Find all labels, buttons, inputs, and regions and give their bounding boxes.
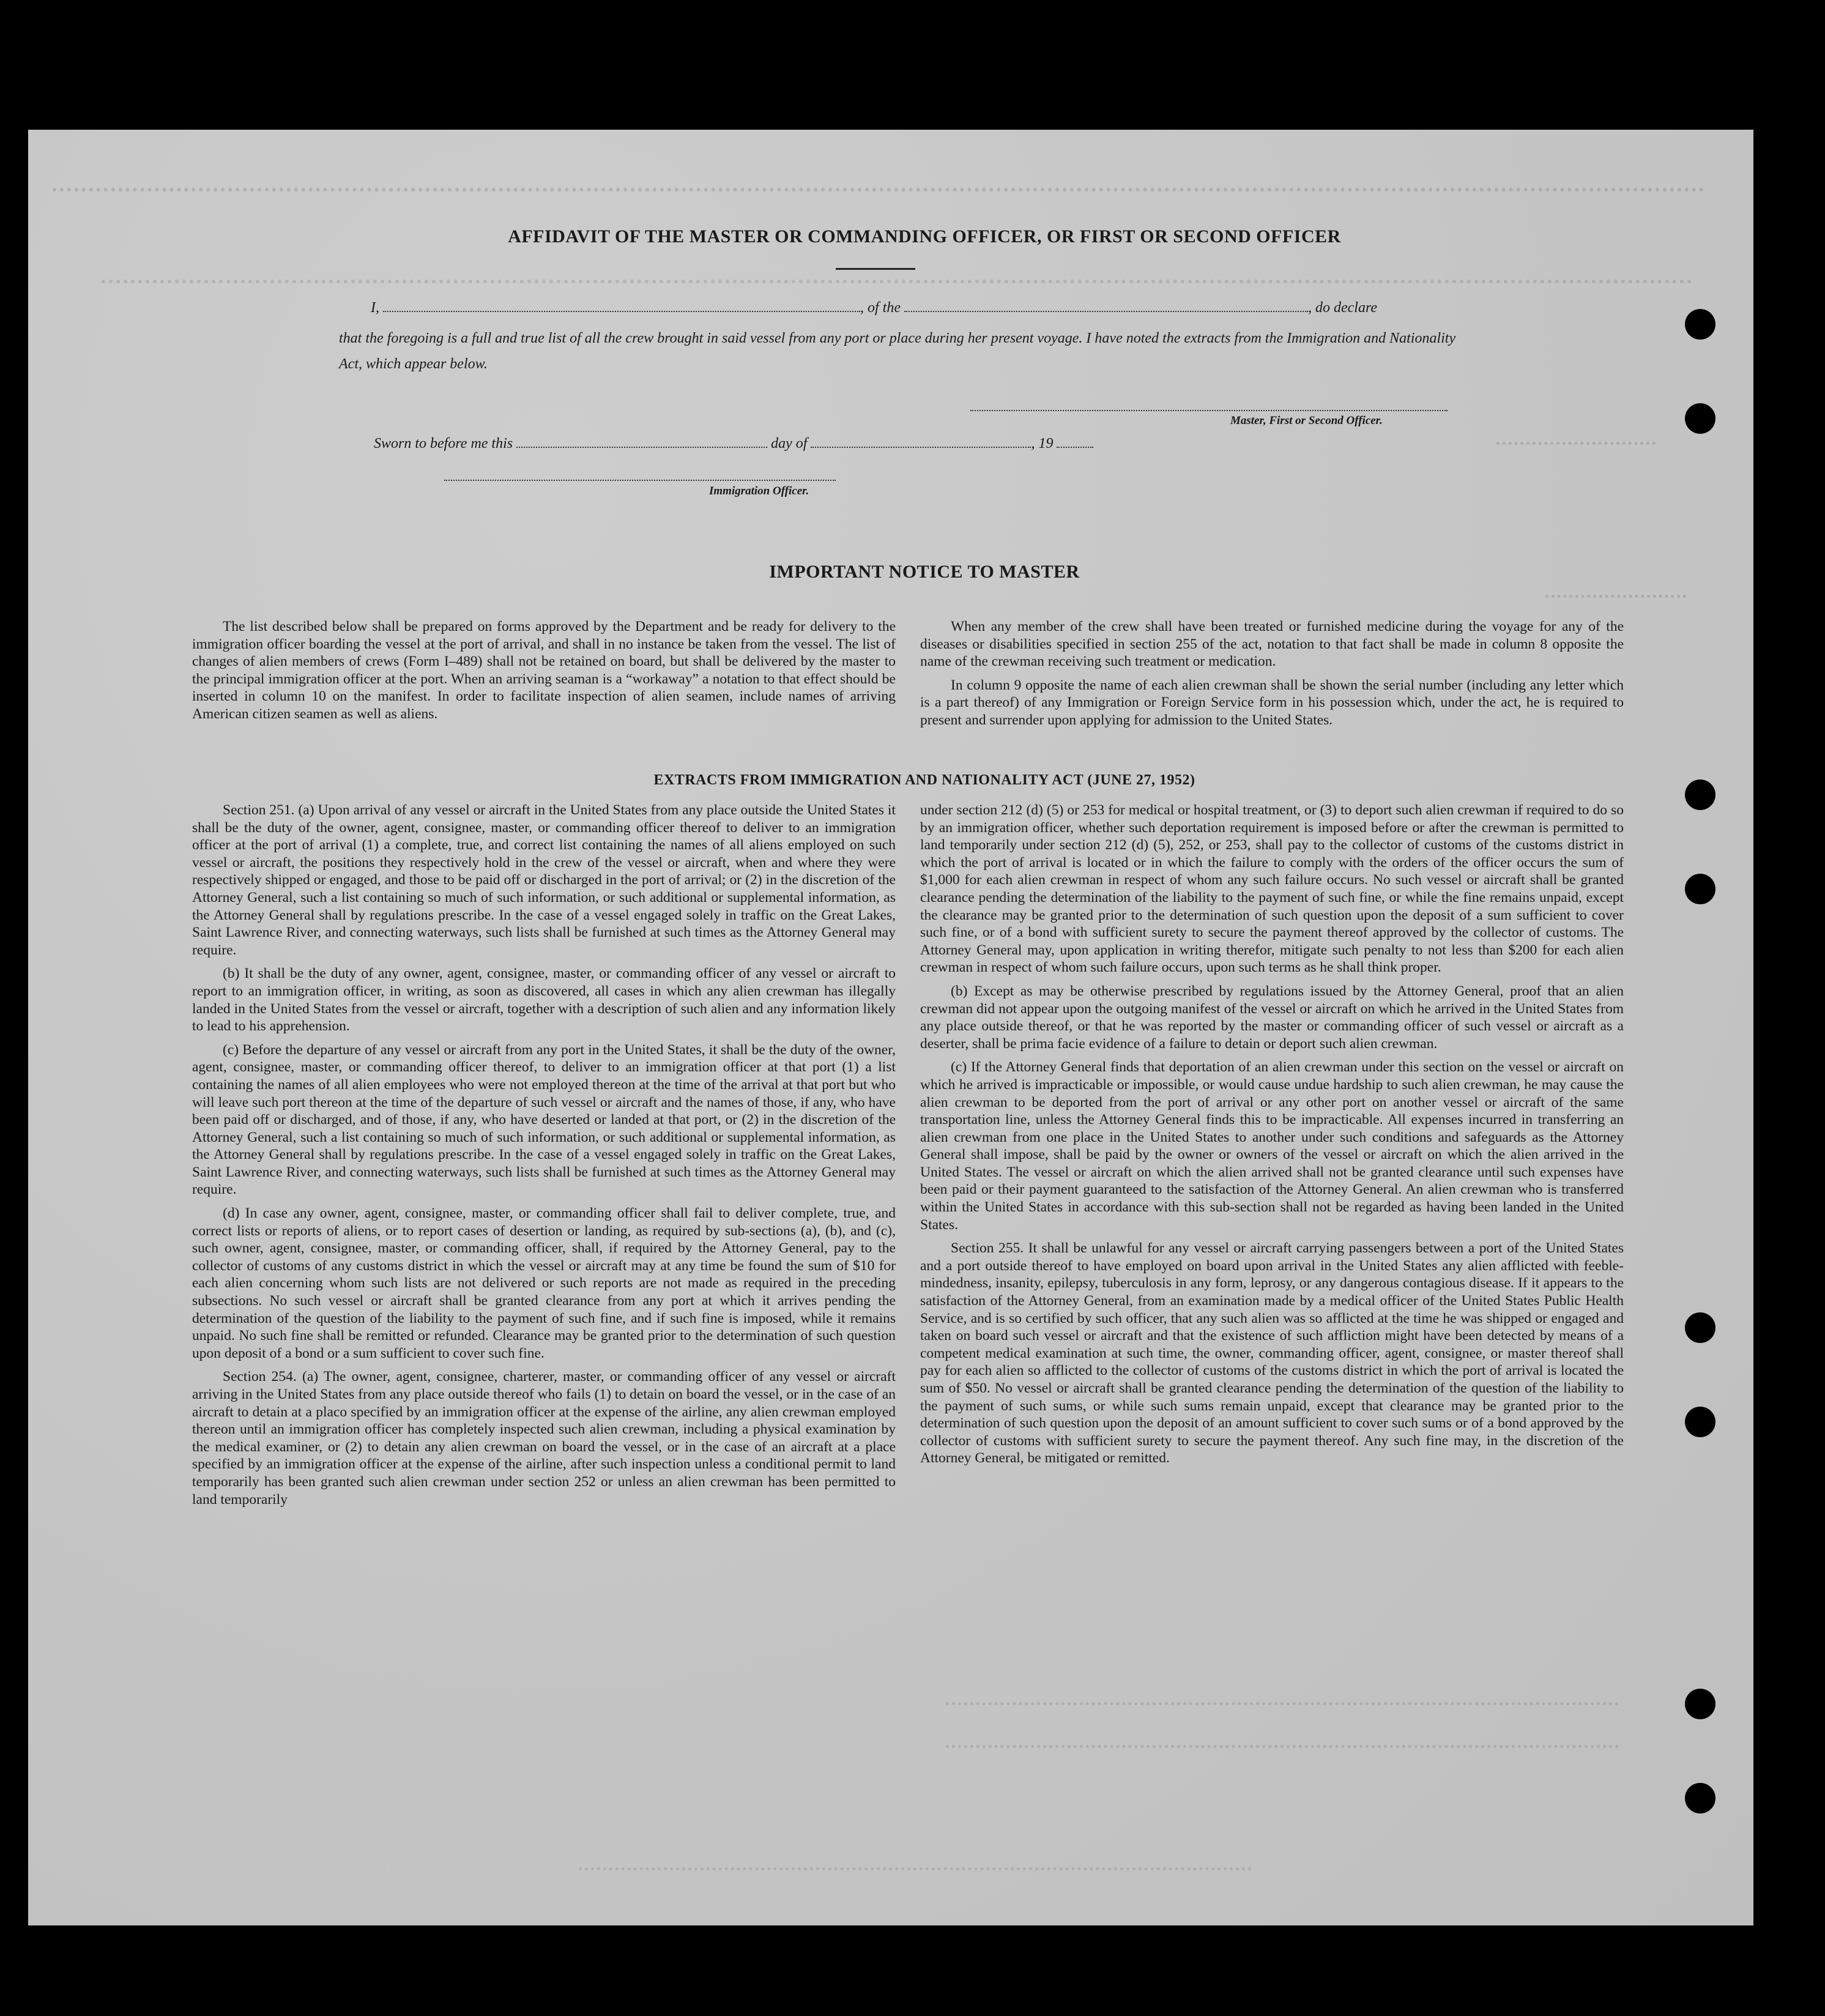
notice-left-column — [192, 618, 896, 729]
notice-title: IMPORTANT NOTICE TO MASTER — [769, 562, 1080, 582]
sworn-day-field[interactable] — [516, 436, 767, 448]
affidavit-statement: that the foregoing is a full and true list of all the crew brought in said vessel from any port or place during her present voyage. I have noted the extracts from the Immigration and Nationality Act, which appear below. — [339, 330, 1456, 372]
master-caption: Master, First or Second Officer. — [1230, 414, 1383, 427]
of-the-label: , of the — [860, 300, 901, 316]
punch-hole — [1685, 403, 1715, 434]
extracts-left-column — [192, 802, 896, 1514]
vessel-field[interactable] — [904, 300, 1308, 312]
notice-right-column — [920, 618, 1624, 735]
punch-hole — [1685, 1312, 1715, 1343]
section-254c: (c) If the Attorney General finds that deportation of an alien crewman under this section on the vessel or aircraft on which he arrived is impracticable or impossible, or would cause undue hardship to such alien crewman, he may cause the alien crewman to be deported from the port of arrival or any other port on another vessel or aircraft of the same transportation line, unless the Attorney General finds this to be impracticable. All expenses incurred in transferring an alien crewman from one place in the United States to another under such conditions and safeguards as the Attorney General shall impose, shall be paid by the owner or owners of the vessel or aircraft on which the alien arrived in the United States. The vessel or aircraft on which the alien arrived shall not be granted clearance until such expenses have been paid or their payment guaranteed to the satisfaction of the Attorney General. An alien crewman who is transferred within the United States in accordance with this sub-section shall not be regarded as having been landed in the United States. — [920, 1059, 1624, 1233]
punch-hole — [1685, 1783, 1715, 1813]
section-251c: (c) Before the departure of any vessel or aircraft from any port in the United States, it shall be the duty of the owner, agent, consignee, master, or commanding officer thereof, to deliver to an immigration officer at that port (1) a list containing the names of all alien employees who were not employed thereon at the time of the arrival at that port but who will leave such port thereon at the time of the departure of such vessel or aircraft and the names of those, if any, who have been paid off or discharged, and of those, if any, who have deserted or landed at that port, or (2) in the discretion of the Attorney General, such a list containing so much of such information, or such additional or supplemental information, as the Attorney General shall by regulations prescribe. In the case of a vessel engaged solely in traffic on the Great Lakes, Saint Lawrence River, and connecting waterways, such lists shall be furnished at such times as the Attorney General may require. — [192, 1041, 896, 1198]
sworn-year-field[interactable] — [1057, 436, 1093, 448]
section-254b: (b) Except as may be otherwise prescribed by regulations issued by the Attorney General, proof that an alien crewman did not appear upon the outgoing manifest of the vessel or aircraft on which he arrived in the United States from any place outside thereof, or that he was reported by the master or commanding officer of such vessel or aircraft as a deserter, shall be prima facie evidence of a failure to detain or deport such alien crewman. — [920, 983, 1624, 1052]
affidavit-declaration-line — [371, 300, 1478, 316]
section-255: Section 255. It shall be unlawful for any vessel or aircraft carrying passengers between a port of the United States and a port outside thereof to have employed on board upon arrival in the United States any alien afflicted with feeble-mindedness, insanity, epilepsy, tuberculosis in any form, leprosy, or any dangerous contagious disease. If it appears to the satisfaction of the Attorney General, from an examination made by a medical officer of the United States Public Health Service, and is so certified by such officer, that any such alien was so afflicted at the time he was shipped or engaged and taken on board such vessel or aircraft and that the existence of such affliction might have been detected by means of a competent medical examination at such time, the owner, commanding officer, agent, consignee, or master thereof shall pay for each alien so afflicted to the collector of customs of the customs district in which the port of arrival is located the sum of $50. No vessel or aircraft shall be granted clearance pending the determination of the question of the liability to the payment of such sums, or while such sums remain unpaid, except that clearance may be granted prior to the determination of such question upon the deposit of an amount sufficient to cover such sums or of a bond approved by the collector of customs with sufficient surety to secure the payment thereof. Any such fine may, in the discretion of the Attorney General, be mitigated or remitted. — [920, 1240, 1624, 1467]
punch-hole — [1685, 309, 1715, 340]
affidavit-title: AFFIDAVIT OF THE MASTER OR COMMANDING OFFICER, OR FIRST OR SECOND OFFICER — [508, 226, 1341, 247]
notice-left-paragraph: The list described below shall be prepared on forms approved by the Department and be ready for delivery to the immigration officer boarding the vessel at the port of arrival, and shall in no instance be taken from the vessel. The list of changes of alien members of crews (Form I–489) shall not be retained on board, but shall be delivered by the master to the principal immigration officer at the port. When an arriving seaman is a “workaway” a notation to that effect should be inserted in column 10 on the manifest. In order to facilitate inspection of alien seamen, include names of arriving American citizen seamen as well as aliens. — [192, 619, 896, 722]
extracts-right-column — [920, 802, 1624, 1473]
master-signature-line[interactable] — [970, 409, 1448, 411]
sworn-line — [374, 436, 1230, 452]
punch-hole — [1685, 1689, 1715, 1719]
year-label: , 19 — [1031, 436, 1054, 452]
sworn-label: Sworn to before me this — [374, 436, 513, 452]
immigration-officer-signature-line[interactable] — [444, 478, 836, 481]
section-251d: (d) In case any owner, agent, consignee, master, or commanding officer shall fail to deliver complete, true, and correct lists or reports of aliens, or to report cases of desertion or landing, as required by sub-sections (a), (b), and (c), such owner, agent, consignee, master, or commanding officer, shall, if required by the Attorney General, pay to the collector of customs of any customs district in which the vessel or aircraft may at any time be found the sum of $10 for each alien concerning whom such lists are not delivered or such reports are not made as required in the preceding subsections. No such vessel or aircraft shall be granted clearance from any port at which it arrives pending the determination of the question of the liability to the payment of such fine, and if such fine is imposed, while it remains unpaid. No such fine shall be remitted or refunded. Clearance may be granted prior to the determination of such question upon deposit of a bond or a sum sufficient to cover such fine. — [192, 1205, 896, 1361]
section-254a: Section 254. (a) The owner, agent, consignee, charterer, master, or commanding officer of any vessel or aircraft arriving in the United States from any place outside thereof who fails (1) to detain on board the vessel, or in the case of an aircraft to detain at a placo specified by an immigration officer at the expense of the airline, any alien crewman employed thereon until an immigration officer has completely inspected such alien crewman, including a physical examination by the medical examiner, or (2) to detain any alien crewman on board the vessel, or in the case of an aircraft at a place specified by an immigration officer at the expense of the airline, after such inspection unless a conditional permit to land temporarily has been granted such alien crewman under section 252 or unless an alien crewman has been permitted to land temporarily — [192, 1369, 896, 1508]
section-254a-continued: under section 212 (d) (5) or 253 for medical or hospital treatment, or (3) to deport such alien crewman if required to do so by an immigration officer, whether such deportation requirement is imposed before or after the crewman is permitted to land temporarily under section 212 (d) (5), 252, or 253, shall pay to the collector of customs of the customs district in which the port of arrival is located or in which the failure to comply with the orders of the officer occurs the sum of $1,000 for each alien crewman in respect of whom any such failure occurs. No such vessel or aircraft shall be granted clearance pending the determination of the liability to the payment of such fine, or while the fine remains unpaid, except the clearance may be granted prior to the determination of such question upon the deposit of a sum sufficient to cover such fine, or of a bond with sufficient surety to secure the payment thereof approved by the collector of customs. The Attorney General may, upon application in writing therefor, mitigate such penalty to not less than $200 for each alien crewman in respect of whom such failure occurs, upon such terms as he shall think proper. — [920, 802, 1624, 976]
punch-hole — [1685, 779, 1715, 810]
document-page — [28, 130, 1753, 1925]
section-251b: (b) It shall be the duty of any owner, agent, consignee, master, or commanding officer of any vessel or aircraft to report to an immigration officer, in writing, as soon as discovered, all cases in which any alien crewman has illegally landed in the United States from the vessel or aircraft, together with a description of such alien and any information likely to lead to his apprehension. — [192, 965, 896, 1035]
section-251a: Section 251. (a) Upon arrival of any vessel or aircraft in the United States from any place outside the United States it shall be the duty of the owner, agent, consignee, master, or commanding officer thereof to deliver to an immigration officer at the port of arrival (1) a complete, true, and correct list containing the names of all aliens employed on such vessel or aircraft, the positions they respectively hold in the crew of the vessel or aircraft, when and where they were respectively shipped or engaged, and those to be paid off or discharged in the port of arrival; or (2) in the discretion of the Attorney General, such a list containing so much of such information, or such additional or supplemental information, as the Attorney General shall by regulations prescribe. In the case of a vessel engaged solely in traffic on the Great Lakes, Saint Lawrence River, and connecting waterways, such lists shall be furnished at such times as the Attorney General may require. — [192, 802, 896, 958]
punch-hole — [1685, 874, 1715, 904]
extracts-title: EXTRACTS FROM IMMIGRATION AND NATIONALITY ACT (JUNE 27, 1952) — [653, 772, 1195, 788]
day-of-label: day of — [771, 436, 808, 452]
do-declare-label: , do declare — [1308, 300, 1378, 316]
notice-right-paragraph: When any member of the crew shall have been treated or furnished medicine during the voyage for any of the diseases or disabilities specified in section 255 of the act, notation to that fact shall be made in column 8 opposite the name of the crewman receiving such treatment or medication. — [920, 619, 1624, 670]
i-label: I, — [371, 300, 379, 316]
name-field[interactable] — [383, 300, 860, 312]
punch-hole — [1685, 1407, 1715, 1437]
immigration-officer-caption: Immigration Officer. — [709, 485, 809, 497]
notice-right-paragraph: In column 9 opposite the name of each alien crewman shall be shown the serial number (including any letter which is a part thereof) of any Immigration or Foreign Service form in his possession which, under the act, he is required to present and surrender upon applying for admission to the United States. — [920, 677, 1624, 728]
title-rule — [836, 268, 915, 270]
sworn-month-field[interactable] — [811, 436, 1031, 448]
